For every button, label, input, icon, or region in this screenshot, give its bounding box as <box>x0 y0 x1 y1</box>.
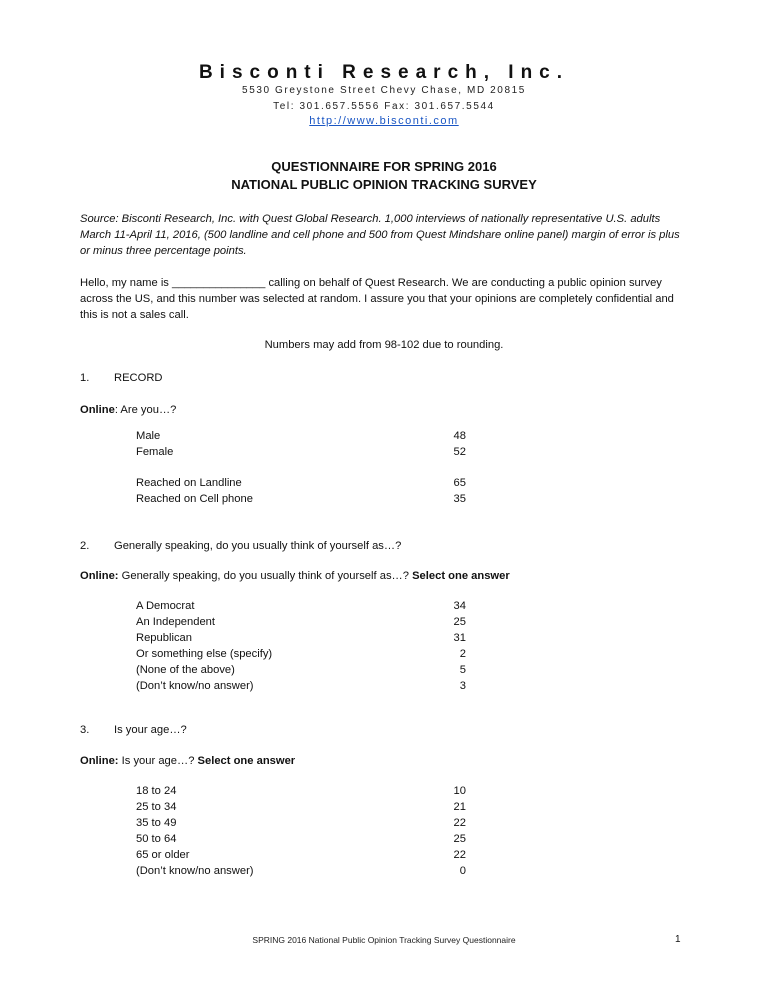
answer-row <box>136 863 466 879</box>
answer-row <box>136 598 466 614</box>
answer-label: Male <box>136 430 161 442</box>
company-url-container <box>0 115 768 127</box>
answer-value: 3 <box>459 680 466 692</box>
question-number: 1. <box>80 372 90 384</box>
company-address: 5530 Greystone Street Chevy Chase, MD 20815 <box>242 85 526 96</box>
question-text: Is your age…? <box>114 724 187 736</box>
answer-value: 48 <box>453 430 466 442</box>
online-label: Online <box>80 404 115 416</box>
answer-value: 65 <box>453 477 466 489</box>
online-prompt-3 <box>80 755 295 767</box>
answer-row <box>136 831 466 847</box>
answer-label: 65 or older <box>136 849 190 861</box>
answer-label: Or something else (specify) <box>136 648 273 660</box>
answer-row <box>136 783 466 799</box>
answer-label: 25 to 34 <box>136 801 177 813</box>
answer-value: 2 <box>459 648 466 660</box>
answer-row <box>136 491 466 507</box>
answer-value: 22 <box>453 817 466 829</box>
answer-label: 18 to 24 <box>136 785 177 797</box>
question-2 <box>80 540 401 552</box>
answer-value: 21 <box>453 801 466 813</box>
answer-row <box>136 614 466 630</box>
answer-value: 5 <box>459 664 466 676</box>
answer-value: 0 <box>459 865 466 877</box>
question-number: 2. <box>80 540 90 552</box>
document-title-line1: QUESTIONNAIRE FOR SPRING 2016 <box>271 159 497 174</box>
answer-row <box>136 475 466 491</box>
rounding-note: Numbers may add from 98-102 due to rounding. <box>264 339 504 351</box>
answer-row <box>136 799 466 815</box>
answer-row <box>136 646 466 662</box>
online-prompt-2 <box>80 570 510 582</box>
answer-row <box>136 815 466 831</box>
answer-label: (None of the above) <box>136 664 235 676</box>
answer-label: (Don’t know/no answer) <box>136 865 254 877</box>
answer-label: 35 to 49 <box>136 817 177 829</box>
intro-paragraph: Hello, my name is _______________ calling on behalf of Quest Research. We are conducting a public opinion survey across the US, and this number was selected at random. I assure you that your opinions are completely confidential and this is not a sales call. <box>80 277 674 321</box>
answer-value: 10 <box>453 785 466 797</box>
answer-label: Female <box>136 446 174 458</box>
question-number: 3. <box>80 724 90 736</box>
answer-value: 22 <box>453 849 466 861</box>
online-label: Online: <box>80 570 119 582</box>
page-number: 1 <box>675 934 681 945</box>
online-instruction: Select one answer <box>197 755 296 767</box>
online-label: Online: <box>80 755 119 767</box>
online-text: Is your age…? <box>118 755 198 767</box>
company-phone-fax: Tel: 301.657.5556 Fax: 301.657.5544 <box>273 101 495 112</box>
online-prompt-1 <box>80 404 176 416</box>
answer-label: 50 to 64 <box>136 833 177 845</box>
answer-label: Reached on Cell phone <box>136 493 253 505</box>
question-text: RECORD <box>114 372 163 384</box>
answer-value: 34 <box>453 600 466 612</box>
online-instruction: Select one answer <box>412 570 510 582</box>
answer-row <box>136 428 466 444</box>
answer-label: Reached on Landline <box>136 477 242 489</box>
document-title-line2: NATIONAL PUBLIC OPINION TRACKING SURVEY <box>231 177 537 192</box>
online-text: Generally speaking, do you usually think of yourself as…? <box>118 570 413 582</box>
answer-row <box>136 847 466 863</box>
answer-row <box>136 662 466 678</box>
company-url-link[interactable]: http://www.bisconti.com <box>309 115 459 127</box>
answer-value: 31 <box>453 632 466 644</box>
answer-label: Republican <box>136 632 192 644</box>
source-paragraph: Source: Bisconti Research, Inc. with Quest Global Research. 1,000 interviews of nationally representative U.S. adults March 11-April 11, 2016, (500 landline and cell phone and 500 from Quest Mindshare online panel) margin of error is plus or minus three percentage points. <box>80 213 680 257</box>
answer-label: A Democrat <box>136 600 195 612</box>
answer-value: 35 <box>453 493 466 505</box>
answer-label: (Don’t know/no answer) <box>136 680 254 692</box>
answer-row <box>136 630 466 646</box>
company-name: Bisconti Research, Inc. <box>198 62 570 83</box>
answer-value: 52 <box>453 446 466 458</box>
question-3 <box>80 724 187 736</box>
online-text: : Are you…? <box>114 404 177 416</box>
question-text: Generally speaking, do you usually think of yourself as…? <box>114 540 402 552</box>
answer-value: 25 <box>453 833 466 845</box>
question-1 <box>80 372 162 384</box>
answer-row <box>136 444 466 460</box>
answer-label: An Independent <box>136 616 216 628</box>
answer-value: 25 <box>453 616 466 628</box>
page-footer: SPRING 2016 National Public Opinion Tracking Survey Questionnaire <box>252 935 516 945</box>
answer-row <box>136 678 466 694</box>
